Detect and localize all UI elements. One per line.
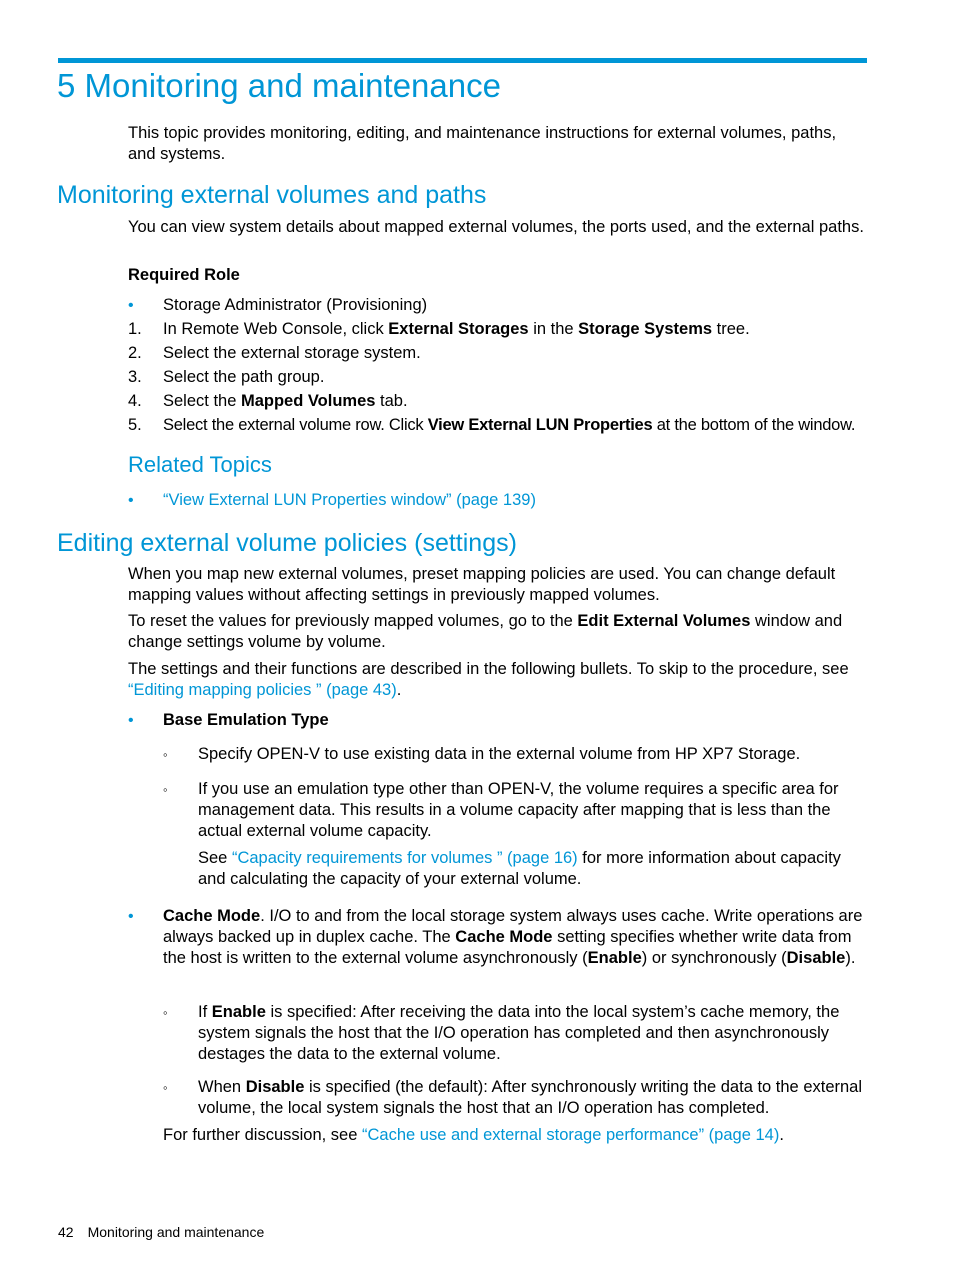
bullet-icon: • [128, 712, 134, 729]
cache-mode-text: Cache Mode. I/O to and from the local storage system always uses cache. Write operations are always backed up in duplex cache. The Cache Mode setting specifies whether write data from the host is written to the external volume asynchronously (Enable) or synchronously (Disable). [163, 907, 863, 967]
base-emulation-sub1: Specify OPEN-V to use existing data in the external volume from HP XP7 Storage. [198, 745, 801, 763]
related-topics-title: Related Topics [128, 452, 272, 477]
step-number: 1. [128, 320, 142, 338]
capacity-requirements-link[interactable]: “Capacity requirements for volumes ” (page 16) [231, 849, 578, 867]
step-1-text: In Remote Web Console, click External Storages in the Storage Systems tree. [163, 320, 750, 338]
chapter-intro: This topic provides monitoring, editing, and maintenance instructions for external volumes, paths, and systems. [128, 124, 837, 163]
step-number: 2. [128, 344, 142, 362]
sub-bullet-icon: ◦ [163, 782, 168, 797]
section2-p1: When you map new external volumes, preset mapping policies are used. You can change default mapping values without affecting settings in previously mapped volumes. [128, 565, 836, 604]
step-4-text: Select the Mapped Volumes tab. [163, 392, 408, 410]
bullet-icon: • [128, 492, 134, 509]
chapter-top-rule [58, 58, 867, 63]
section-title-monitoring: Monitoring external volumes and paths [57, 181, 487, 209]
editing-policies-link[interactable]: “Editing mapping policies ” (page 43) [128, 681, 397, 699]
cache-mode-disable-text: When Disable is specified (the default): After synchronously writing the data to the external volume, the local system signals the host that an I/O operation has completed. [198, 1078, 863, 1117]
sub-bullet-icon: ◦ [163, 1005, 168, 1020]
step-5-text: Select the external volume row. Click View External LUN Properties at the bottom of the window. [163, 416, 856, 434]
step-3-text: Select the path group. [163, 368, 325, 386]
running-title: Monitoring and maintenance [87, 1224, 265, 1240]
further-discussion-text: For further discussion, see “Cache use and external storage performance” (page 14). [163, 1126, 784, 1144]
section2-p2: To reset the values for previously mapped volumes, go to the Edit External Volumes window and change settings volume by volume. [128, 612, 843, 651]
section2-p3: The settings and their functions are described in the following bullets. To skip to the procedure, see “Editing mapping policies ” (page 43). [128, 660, 849, 699]
section-title-editing: Editing external volume policies (settings) [57, 529, 517, 557]
page-footer [58, 1222, 264, 1242]
sub-bullet-icon: ◦ [163, 1080, 168, 1095]
base-emulation-sub2: If you use an emulation type other than OPEN-V, the volume requires a specific area for management data. This results in a volume capacity after mapping that is less than the actual external volume capacity. [198, 780, 839, 840]
bullet-icon: • [128, 297, 134, 314]
required-role-label: Required Role [128, 266, 240, 284]
bullet-icon: • [128, 908, 134, 925]
step-2-text: Select the external storage system. [163, 344, 421, 362]
cache-mode-enable-text: If Enable is specified: After receiving the data into the local system’s cache memory, the system signals the host that the I/O operation has completed and then asynchronously destages the data to the external volume. [198, 1003, 840, 1063]
page-number: 42 [58, 1224, 74, 1240]
step-number: 3. [128, 368, 142, 386]
role-bullet-text: Storage Administrator (Provisioning) [163, 296, 428, 314]
chapter-title: 5 Monitoring and maintenance [57, 67, 501, 104]
capacity-see-text: See “Capacity requirements for volumes ” (page 16) for more information about capacity and calculating the capacity of your external volume. [198, 849, 841, 888]
cache-performance-link[interactable]: “Cache use and external storage performance” (page 14) [362, 1126, 780, 1144]
sub-bullet-icon: ◦ [163, 747, 168, 762]
section1-intro: You can view system details about mapped external volumes, the ports used, and the external paths. [128, 218, 864, 236]
step-number: 5. [128, 416, 142, 434]
base-emulation-type-title: Base Emulation Type [163, 711, 329, 729]
step-number: 4. [128, 392, 142, 410]
related-topic-link[interactable]: “View External LUN Properties window” (page 139) [163, 491, 536, 509]
